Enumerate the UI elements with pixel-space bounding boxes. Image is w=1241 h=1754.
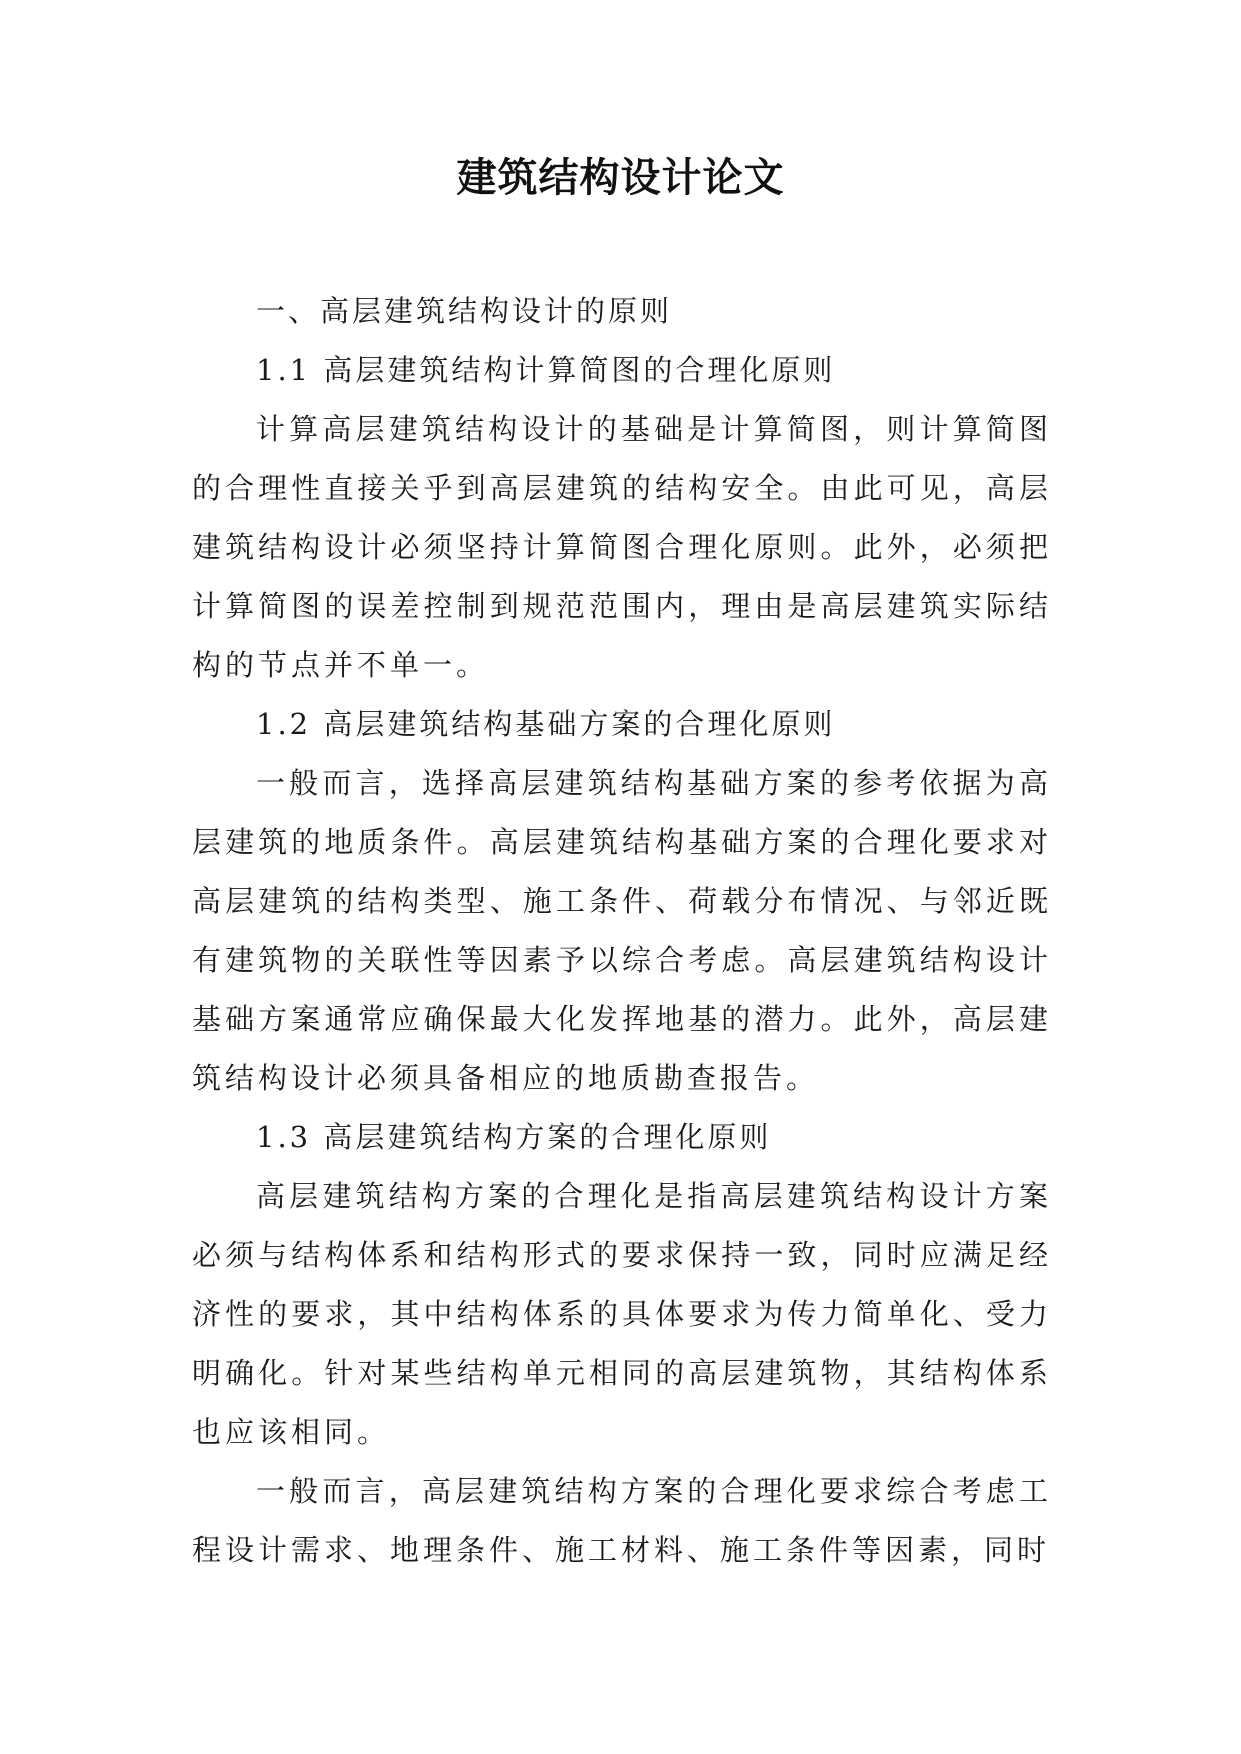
body-paragraph: 一般而言，选择高层建筑结构基础方案的参考依据为高层建筑的地质条件。高层建筑结构基础方案的合理化要求对高层建筑的结构类型、施工条件、荷载分布情况、与邻近既有建筑物的关联性等因素予以综合考虑。高层建筑结构设计基础方案通常应确保最大化发挥地基的潜力。此外，高层建筑结构设计必须具备相应的地质勘查报告。 <box>192 766 1052 1095</box>
subsection-heading: 1.1 高层建筑结构计算简图的合理化原则 <box>256 353 836 387</box>
body-paragraph: 高层建筑结构方案的合理化是指高层建筑结构设计方案必须与结构体系和结构形式的要求保持一致，同时应满足经济性的要求，其中结构体系的具体要求为传力简单化、受力明确化。针对某些结构单元相同的高层建筑物，其结构体系也应该相同。 <box>192 1179 1052 1449</box>
document-body <box>192 282 1052 1580</box>
body-paragraph: 一般而言，高层建筑结构方案的合理化要求综合考虑工程设计需求、地理条件、施工材料、施工条件等因素，同时 <box>192 1474 1052 1567</box>
body-paragraph: 计算高层建筑结构设计的基础是计算简图，则计算简图的合理性直接关乎到高层建筑的结构安全。由此可见，高层建筑结构设计必须坚持计算简图合理化原则。此外，必须把计算简图的误差控制到规范范围内，理由是高层建筑实际结构的节点并不单一。 <box>192 412 1052 682</box>
document-title: 建筑结构设计论文 <box>456 154 785 201</box>
subsection-heading: 1.2 高层建筑结构基础方案的合理化原则 <box>256 707 836 741</box>
section-heading: 一、高层建筑结构设计的原则 <box>256 294 673 328</box>
subsection-heading: 1.3 高层建筑结构方案的合理化原则 <box>256 1120 772 1154</box>
